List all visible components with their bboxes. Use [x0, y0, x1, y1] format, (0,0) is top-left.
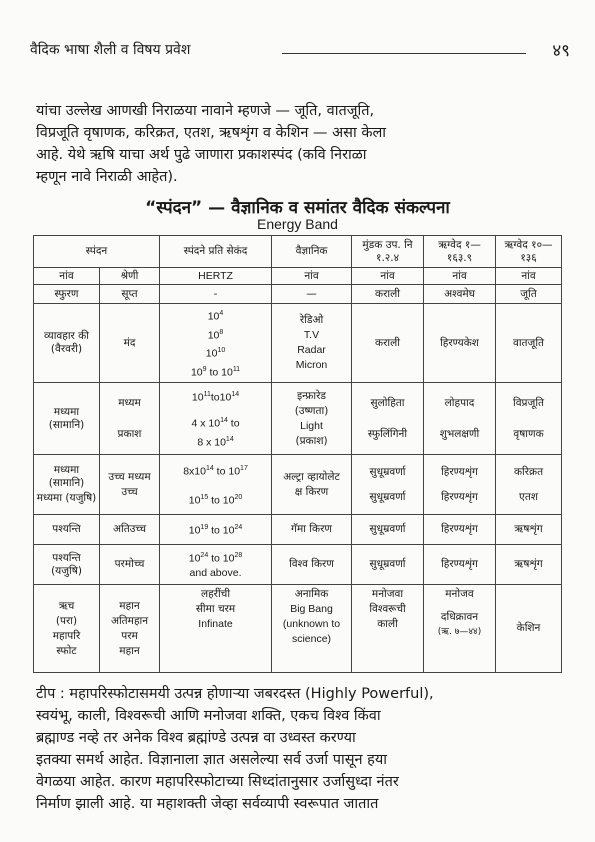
- table-cell: सुलोहिता स्फुलिंगिनी: [352, 383, 424, 455]
- table-cell: विश्व किरण: [272, 545, 352, 585]
- table-cell: करिक्रत एतश: [496, 455, 562, 515]
- table-cell: जूति: [496, 285, 562, 304]
- header-cell: मुंडक उप. नि १.२.४: [352, 236, 424, 268]
- footnote-line: टीप : महापरिस्फोटासमयी उत्पन्न होणाऱ्या जबरदस्त (Highly Powerful),: [36, 686, 434, 702]
- table-cell: सुधूम्रवर्णा सुधूम्रवर्णा: [352, 455, 424, 515]
- table-cell: व्यावहार की (वैरवरी): [34, 304, 100, 383]
- header-cell: नांव: [496, 268, 562, 285]
- header-cell: नांव: [34, 268, 100, 285]
- scientific-name-cell: अनामिक Big Bang (unknown to science): [272, 585, 352, 673]
- header-cell: नांव: [352, 268, 424, 285]
- table-cell: मध्यम प्रकाश: [100, 383, 160, 455]
- table-cell: मंद: [100, 304, 160, 383]
- intro-line: म्हणून नावे निराळी आहेत).: [36, 169, 178, 185]
- table-cell: मनोजवा विश्वरूची काली: [352, 585, 424, 673]
- frequency-cell: $10^{11}to10^{14}$ 4 x $10^{14}$ to 8 x $10^{14}$: [160, 383, 272, 455]
- running-title: वैदिक भाषा शैली व विषय प्रवेश: [30, 42, 191, 58]
- table-cell: मध्यमा (सामानि) मध्यमा (यजुषि): [34, 455, 100, 515]
- table-cell: अश्वमेघ: [424, 285, 496, 304]
- table-header-row: [34, 268, 562, 285]
- header-cell: नांव: [272, 268, 352, 285]
- intro-paragraph: [36, 100, 561, 188]
- footnote-line: इतक्या समर्थ आहेत. विज्ञानाला ज्ञात असलेल्या सर्व उर्जा पासून हया: [36, 752, 388, 768]
- table-cell: महान अतिमहान परम महान: [100, 585, 160, 673]
- table-cell: उच्च मध्यम उच्च: [100, 455, 160, 515]
- table-cell: सूप्त: [100, 285, 160, 304]
- table-header-row: [34, 236, 562, 268]
- intro-line: विप्रजूति वृषाणक, करिक्रत, एतश, ऋषशृंग व केशिन — असा केला: [36, 125, 387, 141]
- table-cell: अतिउच्च: [100, 515, 160, 545]
- footnote-line: ब्रह्माण्ड नव्हे तर अनेक विश्व ब्रह्मांण्डे उत्पन्न वा उध्वस्त करण्या: [36, 730, 356, 746]
- table-cell: पश्यन्ति: [34, 515, 100, 545]
- table-cell: परमोच्च: [100, 545, 160, 585]
- scientific-name-cell: अल्ट्रा व्हायोलेट क्ष किरण: [272, 455, 352, 515]
- table-cell: कराली: [352, 285, 424, 304]
- page-number: ४९: [552, 41, 570, 61]
- header-cell: HERTZ: [160, 268, 272, 285]
- frequency-cell: लहरींची सीमा चरम Infinate: [160, 585, 272, 673]
- header-cell: श्रेणी: [100, 268, 160, 285]
- scientific-name-cell: इन्फ्रारेड (उष्णता) Light (प्रकाश): [272, 383, 352, 455]
- scientific-name-cell: रेडिओ T.V Radar Micron: [272, 304, 352, 383]
- running-header: [30, 40, 570, 62]
- table-cell: विप्रजूति वृषाणक: [496, 383, 562, 455]
- frequency-cell: $8x10^{14}$ to $10^{17}$ $10^{15}$ to $10^{20}$: [160, 455, 272, 515]
- footnote-paragraph: [36, 683, 561, 815]
- table-cell: पश्यन्ति (यजुषि): [34, 545, 100, 585]
- table-row: [34, 585, 562, 673]
- table-cell: -: [160, 285, 272, 304]
- table-cell: मनोजव दधिक्रावन (ऋ. ७—४४): [424, 585, 496, 673]
- header-cell: स्पंदन: [34, 236, 160, 268]
- section-heading: “स्पंदन” — वैज्ञानिक व समांतर वैदिक संकल्पना: [145, 198, 450, 218]
- table-row: [34, 383, 562, 455]
- energy-band-table: [33, 235, 562, 673]
- table-cell: सुधूम्रवर्णा: [352, 545, 424, 585]
- table-cell: हिरण्यशृंग: [424, 515, 496, 545]
- table-row: [34, 455, 562, 515]
- footnote-line: वेगळया आहेत. कारण महापरिस्फोटाच्या सिध्दांतानुसार उर्जासुध्दा नंतर: [36, 774, 399, 790]
- table-cell: लोहपाद शुभलक्षणी: [424, 383, 496, 455]
- table-cell: गॅमा किरण: [272, 515, 352, 545]
- table-row: [34, 285, 562, 304]
- table-row: [34, 515, 562, 545]
- table-cell: हिरण्यशृंग हिरण्यशृंग: [424, 455, 496, 515]
- header-cell: नांव: [424, 268, 496, 285]
- table-cell: सुधूम्रवर्णा: [352, 515, 424, 545]
- intro-line: यांचा उल्लेख आणखी निराळया नावाने म्हणजे — जूति, वातजूति,: [36, 103, 375, 119]
- intro-line: आहे. येथे ऋषि याचा अर्थ पुढे जाणारा प्रकाशस्पंद (कवि निराळा: [36, 147, 367, 163]
- header-cell: ऋग्वेद १०—१३६: [496, 236, 562, 268]
- frequency-cell: $10^4$ $10^8$ $10^{10}$ $10^9$ to $10^{11}$: [160, 304, 272, 383]
- footnote-line: निर्माण झाली आहे. या महाशक्ती जेव्हा सर्वव्यापी स्वरूपात जातात: [36, 796, 379, 812]
- table-cell: कराली: [352, 304, 424, 383]
- frequency-cell: $10^{19}$ to $10^{24}$: [160, 515, 272, 545]
- table-cell: केशिन: [496, 585, 562, 673]
- header-cell: वैज्ञानिक: [272, 236, 352, 268]
- table-cell: मध्यमा (सामानि): [34, 383, 100, 455]
- table-cell: स्फुरण: [34, 285, 100, 304]
- table-cell: हिरण्यकेश: [424, 304, 496, 383]
- frequency-cell: $10^{24}$ to $10^{28}$ and above.: [160, 545, 272, 585]
- table-row: [34, 545, 562, 585]
- table-cell: वातजूति: [496, 304, 562, 383]
- table-cell: हिरण्यशृंग: [424, 545, 496, 585]
- table-cell: ऋषशृंग: [496, 515, 562, 545]
- header-cell: ऋग्वेद १—१६३.९: [424, 236, 496, 268]
- section-subheading: Energy Band: [257, 216, 338, 232]
- table-cell: —: [272, 285, 352, 304]
- header-rule: [282, 53, 526, 54]
- table-cell: ऋषशृंग: [496, 545, 562, 585]
- table-row: [34, 304, 562, 383]
- table-cell: ऋच (परा) महापरि स्फोट: [34, 585, 100, 673]
- footnote-line: स्वयंभू, काली, विश्वरूची आणि मनोजवा शक्ति, एकच विश्व किंवा: [36, 708, 381, 724]
- header-cell: स्पंदने प्रति सेकंद: [160, 236, 272, 268]
